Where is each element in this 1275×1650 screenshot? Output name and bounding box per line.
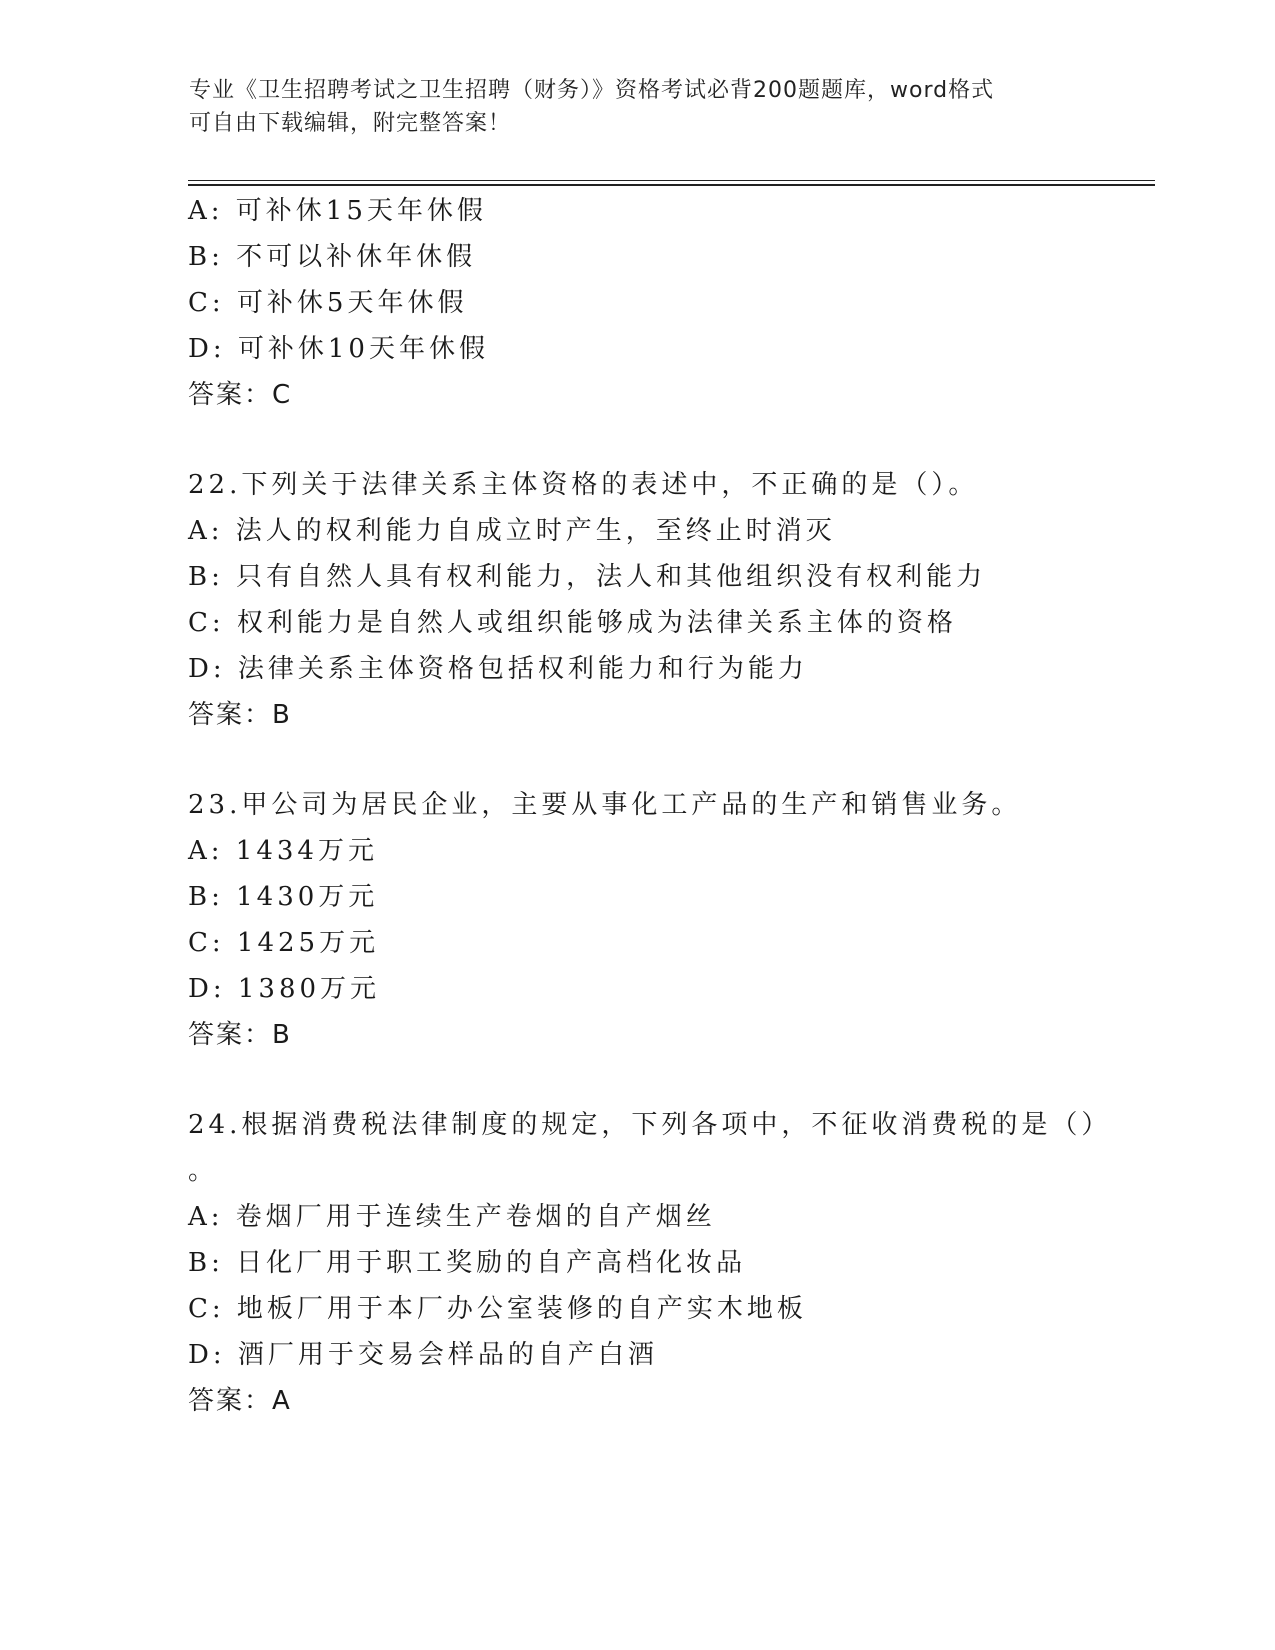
answer-label: 答案：B: [188, 700, 292, 730]
answer-label: 答案：C: [188, 380, 293, 410]
header-line-1: 专业《卫生招聘考试之卫生招聘（财务）》资格考试必背200题题库，word格式: [189, 78, 995, 103]
answer-label: 答案：A: [188, 1386, 292, 1416]
header-rule-thin: [188, 180, 1155, 181]
option-c: C: 地板厂用于本厂办公室装修的自产实木地板: [188, 1294, 807, 1324]
option-a: A: 1434万元: [188, 836, 378, 866]
option-c: C: 1425万元: [188, 928, 380, 958]
question-list: [188, 188, 1148, 1424]
question-stem: 23.甲公司为居民企业，主要从事化工产品的生产和销售业务。: [188, 790, 1022, 820]
option-a: A: 法人的权利能力自成立时产生，至终止时消灭: [188, 516, 836, 546]
question-block-22: [188, 462, 1148, 738]
option-b: B: 不可以补休年休假: [188, 242, 477, 272]
spacer: [188, 738, 1148, 782]
question-block-21: [188, 188, 1148, 418]
header-rule-thick: [188, 184, 1155, 186]
spacer: [188, 418, 1148, 462]
question-stem-line-1: 24.根据消费税法律制度的规定，下列各项中，不征收消费税的是（）: [188, 1110, 1112, 1140]
header-line-2: 可自由下载编辑，附完整答案！: [189, 111, 512, 136]
question-stem: 22.下列关于法律关系主体资格的表述中，不正确的是（）。: [188, 470, 979, 500]
option-b: B: 1430万元: [188, 882, 379, 912]
question-block-23: [188, 782, 1148, 1058]
document-header: [189, 74, 1089, 140]
option-b: B: 日化厂用于职工奖励的自产高档化妆品: [188, 1248, 747, 1278]
spacer: [188, 1058, 1148, 1102]
option-b: B: 只有自然人具有权利能力，法人和其他组织没有权利能力: [188, 562, 987, 592]
option-d: D: 法律关系主体资格包括权利能力和行为能力: [188, 654, 808, 684]
option-a: A: 卷烟厂用于连续生产卷烟的自产烟丝: [188, 1202, 716, 1232]
question-stem-line-2: 。: [188, 1156, 219, 1186]
answer-label: 答案：B: [188, 1020, 292, 1050]
option-d: D: 可补休10天年休假: [188, 334, 489, 364]
option-d: D: 酒厂用于交易会样品的自产白酒: [188, 1340, 658, 1370]
option-d: D: 1380万元: [188, 974, 381, 1004]
option-c: C: 权利能力是自然人或组织能够成为法律关系主体的资格: [188, 608, 957, 638]
question-block-24: [188, 1102, 1148, 1424]
option-a: A: 可补休15天年休假: [188, 196, 487, 226]
option-c: C: 可补休5天年休假: [188, 288, 468, 318]
